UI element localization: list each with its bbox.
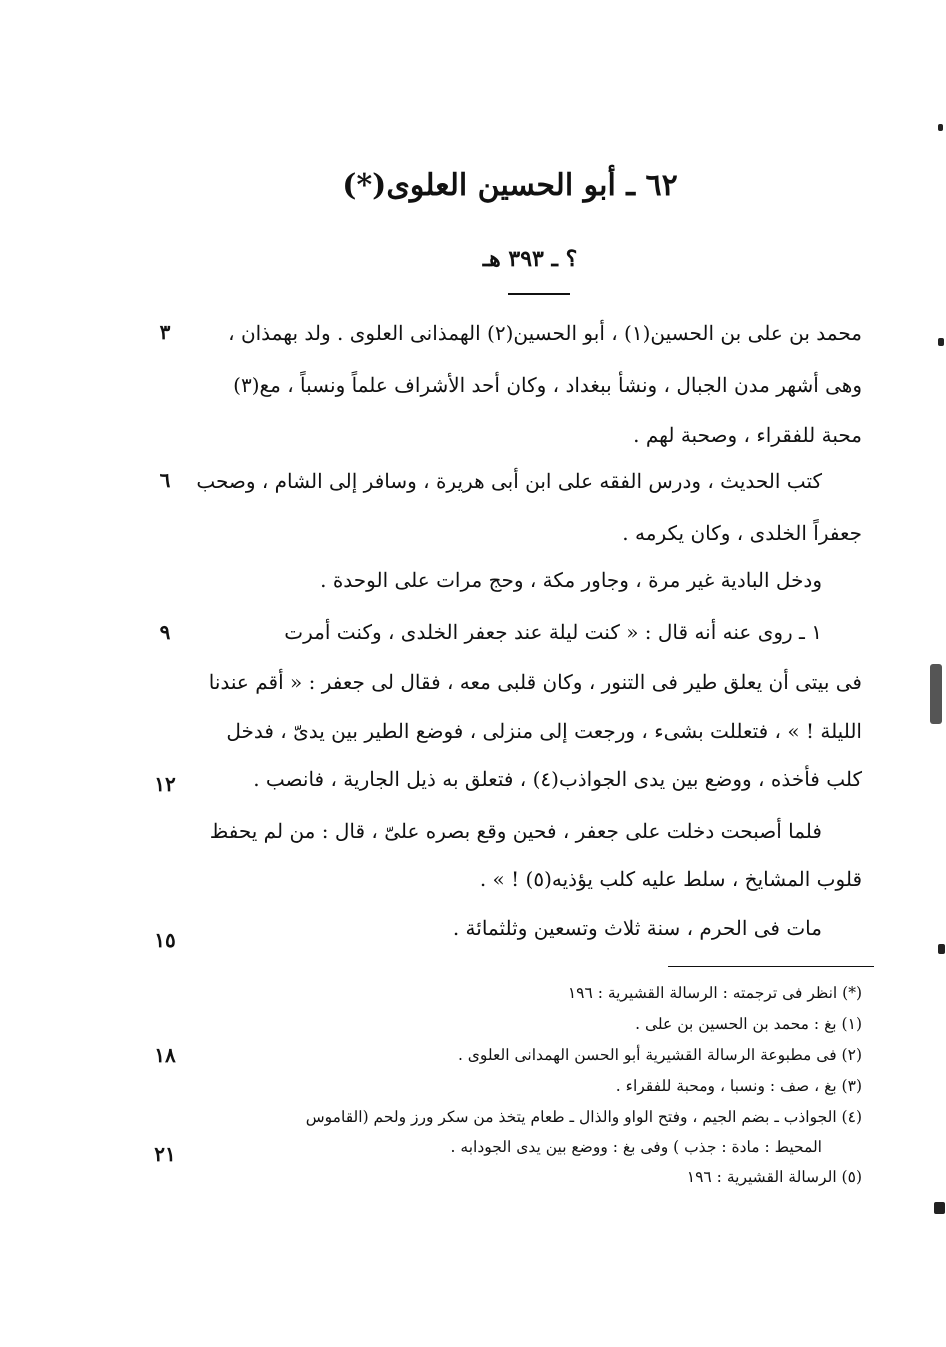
footnote: المحيط : مادة : جذب ) وفى بغ : ووضع بين يدى الجودابه .	[450, 1138, 822, 1156]
line-number: ٩	[159, 620, 171, 644]
biography-title: ٦٢ ـ أبو الحسين العلوى(*)	[342, 168, 678, 203]
line-number: ٢١	[154, 1142, 176, 1166]
body-line: كلب فأخذه ، ووضع بين يدى الجواذب(٤) ، فتعلق به ذيل الجارية ، فانصب .	[253, 767, 862, 791]
body-line: محمد بن على بن الحسين(١) ، أبو الحسين(٢) الهمذانى العلوى . ولد بهمذان ،	[228, 321, 862, 345]
title-divider	[508, 293, 570, 295]
line-number: ٦	[159, 468, 171, 492]
footnote: (٣) بغ ، صف : ونسبا ، ومحبة للفقراء .	[615, 1077, 862, 1095]
body-line: وهى أشهر مدن الجبال ، ونشأ ببغداد ، وكان أحد الأشراف علماً ونسباً ، مع(٣)	[233, 373, 862, 397]
footnote: (١) بغ : محمد بن الحسين بن على .	[635, 1015, 862, 1033]
footnote: (٤) الجواذب ـ بضم الجيم ، وفتح الواو والذال ـ طعام يتخذ من سكر ورز ولحم (القاموس	[305, 1108, 862, 1126]
scan-speck	[934, 1202, 945, 1214]
body-line: كتب الحديث ، ودرس الفقه على ابن أبى هريرة ، وسافر إلى الشام ، وصحب	[196, 469, 822, 493]
body-line: قلوب المشايخ ، سلط عليه كلب يؤذيه(٥) ! » .	[479, 867, 862, 891]
footnote: (٥) الرسالة القشيرية : ١٩٦	[686, 1168, 862, 1186]
footnote: (*) انظر فى ترجمته : الرسالة القشيرية : ١٩٦	[567, 984, 862, 1002]
scan-speck	[938, 124, 943, 131]
body-line: ١ ـ روى عنه أنه قال : « كنت ليلة عند جعفر الخلدى ، وكنت أمرت	[284, 620, 822, 644]
footnote: (٢) فى مطبوعة الرسالة القشيرية أبو الحسن الهمدانى العلوى .	[457, 1046, 862, 1064]
body-line: الليلة ! » ، فتعللت بشىء ، ورجعت إلى منزلى ، فوضع الطير بين يدىّ ، فدخل	[226, 719, 862, 743]
body-line: محبة للفقراء ، وصحبة لهم .	[633, 423, 862, 447]
line-number: ١٢	[154, 772, 176, 796]
body-line: مات فى الحرم ، سنة ثلاث وتسعين وثلثمائة .	[452, 916, 822, 940]
scan-speck	[938, 338, 944, 346]
body-line: ودخل البادية غير مرة ، وجاور مكة ، وحج مرات على الوحدة .	[320, 568, 822, 592]
body-line: فى بيتى أن يعلق طير فى التنور ، وكان قلبى معه ، فقال لى جعفر : « أقم عندنا	[208, 670, 862, 694]
line-number: ١٥	[154, 928, 176, 952]
body-line: فلما أصبحت دخلت على جعفر ، فحين وقع بصره علىّ ، قال : من لم يحفظ	[209, 819, 822, 843]
date-range: ؟ ـ ٣٩٣ هـ	[482, 246, 578, 272]
body-line: جعفراً الخلدى ، وكان يكرمه .	[622, 521, 862, 545]
footnote-divider	[668, 966, 874, 967]
line-number: ١٨	[154, 1043, 176, 1067]
line-number: ٣	[159, 320, 171, 344]
scan-speck	[938, 944, 945, 954]
scan-smudge	[930, 664, 942, 724]
